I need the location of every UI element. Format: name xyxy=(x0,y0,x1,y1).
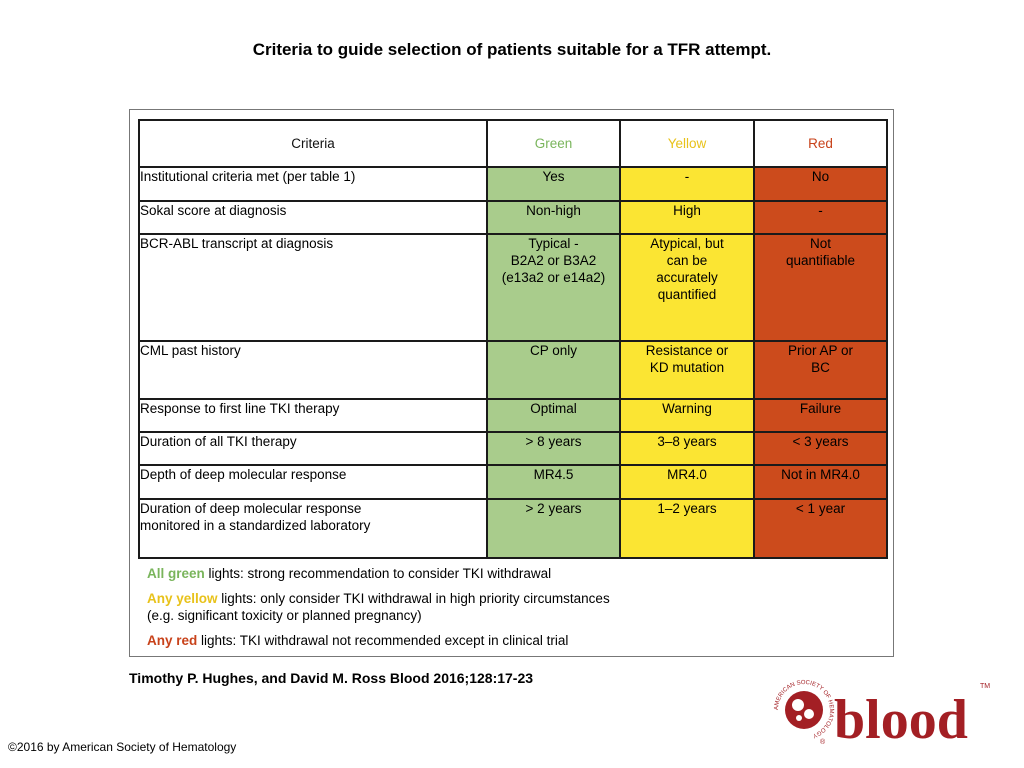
cell-text: High xyxy=(673,203,701,218)
cell-criteria xyxy=(139,465,487,499)
cell-text: (e13a2 or e14a2) xyxy=(501,270,606,285)
legend-yellow-key: Any yellow xyxy=(147,591,218,606)
cell-text: Depth of deep molecular response xyxy=(140,467,347,482)
cell-text: BC xyxy=(811,360,830,375)
header-yellow: Yellow xyxy=(620,120,754,167)
cell-red xyxy=(754,167,887,201)
logo-registered: ® xyxy=(820,739,826,746)
cell-criteria xyxy=(139,499,487,558)
cell-text: Atypical, but xyxy=(650,236,724,251)
legend-green xyxy=(147,565,551,582)
cell-yellow xyxy=(620,201,754,234)
logo-word: blood xyxy=(834,689,968,746)
legend-yellow-text: lights: only consider TKI withdrawal in high priority circumstances xyxy=(217,591,610,606)
table-header-row xyxy=(139,120,887,167)
legend-red xyxy=(147,632,568,649)
cell-text: Typical - xyxy=(528,236,579,251)
cell-yellow xyxy=(620,341,754,399)
cell-text: - xyxy=(684,169,690,184)
cell-text: > 2 years xyxy=(525,501,582,516)
cell-red xyxy=(754,432,887,465)
cell-text: Sokal score at diagnosis xyxy=(140,203,287,218)
cell-text: quantified xyxy=(657,287,717,302)
cell-text: quantifiable xyxy=(785,253,856,268)
cell-text: Non-high xyxy=(526,203,581,218)
logo-cell-1 xyxy=(792,699,804,711)
table-row xyxy=(139,234,887,341)
cell-green xyxy=(487,465,620,499)
cell-yellow xyxy=(620,399,754,432)
cell-criteria xyxy=(139,234,487,341)
cell-criteria xyxy=(139,167,487,201)
citation: Timothy P. Hughes, and David M. Ross Blood 2016;128:17-23 xyxy=(129,670,534,686)
cell-text: CP only xyxy=(529,343,578,358)
cell-text: Duration of all TKI therapy xyxy=(140,434,297,449)
copyright: ©2016 by American Society of Hematology xyxy=(8,740,237,754)
cell-criteria xyxy=(139,432,487,465)
cell-criteria xyxy=(139,341,487,399)
cell-red xyxy=(754,234,887,341)
cell-yellow xyxy=(620,465,754,499)
header-green: Green xyxy=(487,120,620,167)
legend-yellow xyxy=(147,590,610,624)
cell-text: CML past history xyxy=(140,343,241,358)
cell-text: Prior AP or xyxy=(787,343,854,358)
cell-red xyxy=(754,399,887,432)
cell-text: MR4.0 xyxy=(667,467,707,482)
cell-green xyxy=(487,234,620,341)
cell-text: < 3 years xyxy=(792,434,849,449)
table-row xyxy=(139,201,887,234)
legend-green-key: All green xyxy=(147,566,205,581)
table-row xyxy=(139,465,887,499)
table-row xyxy=(139,432,887,465)
slide-title: Criteria to guide selection of patients suitable for a TFR attempt. xyxy=(252,40,772,59)
cell-red xyxy=(754,465,887,499)
legend-yellow-text-2: (e.g. significant toxicity or planned pregnancy) xyxy=(147,608,422,623)
cell-text: < 1 year xyxy=(795,501,846,516)
cell-yellow xyxy=(620,167,754,201)
cell-yellow xyxy=(620,234,754,341)
header-red: Red xyxy=(754,120,887,167)
table-row xyxy=(139,399,887,432)
table-row xyxy=(139,167,887,201)
legend-red-text: lights: TKI withdrawal not recommended except in clinical trial xyxy=(197,633,569,648)
cell-text: Response to first line TKI therapy xyxy=(140,401,340,416)
logo-tm: TM xyxy=(980,683,991,690)
header-criteria: Criteria xyxy=(139,120,487,167)
cell-text: - xyxy=(818,203,823,218)
legend-red-key: Any red xyxy=(147,633,198,648)
cell-text: MR4.5 xyxy=(533,467,574,482)
cell-text: No xyxy=(811,169,830,184)
cell-green xyxy=(487,399,620,432)
cell-text: Yes xyxy=(542,169,565,184)
cell-green xyxy=(487,499,620,558)
table-row xyxy=(139,341,887,399)
cell-text: Not xyxy=(809,236,831,251)
cell-text: Optimal xyxy=(530,401,577,416)
legend-green-text: lights: strong recommendation to consider TKI withdrawal xyxy=(204,566,552,581)
cell-criteria xyxy=(139,201,487,234)
blood-journal-logo xyxy=(768,674,998,746)
cell-text: Duration of deep molecular response xyxy=(140,501,362,516)
cell-text: can be xyxy=(666,253,708,268)
cell-red xyxy=(754,499,887,558)
table-row xyxy=(139,499,887,558)
cell-green xyxy=(487,167,620,201)
cell-text: accurately xyxy=(656,270,718,285)
cell-text: monitored in a standardized laboratory xyxy=(140,518,371,533)
cell-text: 3–8 years xyxy=(657,434,717,449)
logo-cell-2 xyxy=(804,709,814,719)
criteria-table xyxy=(138,119,888,559)
cell-text: BCR-ABL transcript at diagnosis xyxy=(140,236,334,251)
cell-text: KD mutation xyxy=(649,360,725,375)
logo-ring-textpath: AMERICAN SOCIETY OF HEMATOLOGY xyxy=(773,679,835,739)
logo-circle xyxy=(785,691,823,729)
cell-text: 1–2 years xyxy=(657,501,717,516)
cell-yellow xyxy=(620,432,754,465)
cell-green xyxy=(487,341,620,399)
cell-text: Resistance or xyxy=(645,343,729,358)
cell-yellow xyxy=(620,499,754,558)
cell-text: Not in MR4.0 xyxy=(781,467,860,482)
cell-red xyxy=(754,201,887,234)
cell-green xyxy=(487,432,620,465)
cell-green xyxy=(487,201,620,234)
cell-red xyxy=(754,341,887,399)
cell-text: Failure xyxy=(799,401,842,416)
cell-text: B2A2 or B3A2 xyxy=(510,253,597,268)
cell-text: Institutional criteria met (per table 1) xyxy=(140,169,356,184)
cell-text: > 8 years xyxy=(525,434,582,449)
cell-text: Warning xyxy=(662,401,712,416)
logo-cell-3 xyxy=(796,715,802,721)
cell-criteria xyxy=(139,399,487,432)
